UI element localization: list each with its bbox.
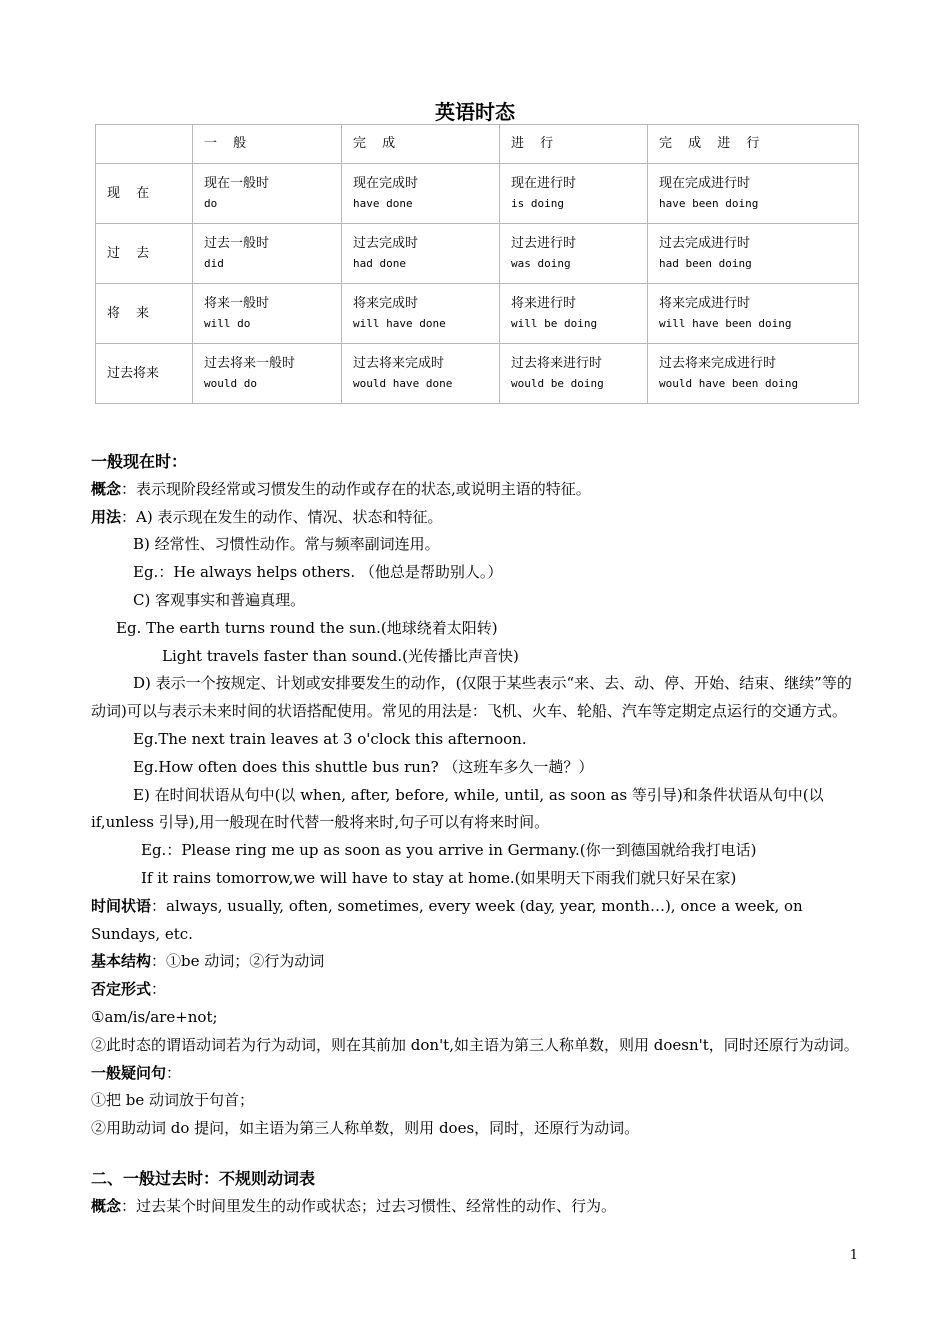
field-label: 基本结构 [91, 952, 152, 971]
tense-name: 过去将来完成时 [353, 355, 445, 371]
row-label: 过 去 [96, 224, 193, 284]
paragraph-text: ：①be 动词；②行为动词 [151, 952, 325, 971]
tense-cell [500, 164, 648, 224]
example-line: Eg.：Please ring me up as soon as you arrive in Germany.(你一到德国就给我打电话) [141, 841, 757, 860]
tense-cell [500, 284, 648, 344]
table-header-cell [96, 125, 193, 164]
tense-cell [193, 224, 342, 284]
table-header-cell: 进 行 [500, 125, 648, 164]
question-item: ②用助动词 do 提问，如主语为第三人称单数，则用 does，同时，还原行为动词。 [91, 1119, 640, 1138]
tense-cell [193, 344, 342, 404]
usage-item: E) 在时间状语从句中(以 when, after, before, while, until, as soon as 等引导)和条件状语从句中(以 if,unless 引导),用一般现在时代替一般将来时,句子可以有将来时间。 [91, 785, 824, 832]
section-spacer [91, 1143, 861, 1165]
tense-cell [648, 344, 859, 404]
field-label: 时间状语 [91, 896, 152, 915]
colon: ： [166, 1063, 182, 1082]
tense-formula: do [204, 196, 218, 210]
usage-item: D) 表示一个按规定、计划或安排要发生的动作，(仅限于某些表示“来、去、动、停、开始、结束、继续”等的动词)可以与表示未来时间的状语搭配使用。常见的用法是：飞机、火车、轮船、汽车等定期定点运行的交通方式。 [91, 674, 852, 721]
document-body [91, 448, 861, 1221]
tense-cell [193, 164, 342, 224]
paragraph-text: ：always, usually, often, sometimes, every week (day, year, month…), once a week, on Sundays, etc. [91, 896, 803, 943]
tense-formula: will do [204, 316, 251, 330]
tense-name: 过去将来完成进行时 [659, 355, 777, 371]
tense-cell [342, 284, 500, 344]
usage-item: C) 客观事实和普遍真理。 [133, 590, 306, 609]
tense-name: 将来进行时 [511, 295, 577, 311]
usage-paragraph [91, 504, 861, 532]
field-label: 概念 [91, 479, 122, 498]
tense-name: 过去一般时 [204, 235, 270, 251]
tense-name: 现在进行时 [511, 175, 577, 191]
negative-form-item: ①am/is/are+not; [91, 1007, 218, 1026]
field-label: 一般疑问句 [91, 1063, 167, 1082]
tense-table [95, 124, 859, 404]
tense-formula: had been doing [659, 256, 752, 270]
tense-name: 过去完成进行时 [659, 235, 751, 251]
field-label: 概念 [91, 1196, 122, 1215]
table-header-cell: 完 成 [342, 125, 500, 164]
tense-formula: is doing [511, 196, 564, 210]
tense-name: 过去完成时 [353, 235, 419, 251]
paragraph-text: ：表示现阶段经常或习惯发生的动作或存在的状态,或说明主语的特征。 [121, 479, 591, 498]
tense-cell [648, 284, 859, 344]
table-header-row [96, 125, 859, 164]
colon: ： [151, 980, 167, 999]
tense-cell [648, 164, 859, 224]
paragraph-text: ：A) 表示现在发生的动作、情况、状态和特征。 [121, 507, 443, 526]
tense-formula: had done [353, 256, 406, 270]
paragraph-text: ：过去某个时间里发生的动作或状态；过去习惯性、经常性的动作、行为。 [121, 1196, 617, 1215]
concept-paragraph [91, 1193, 861, 1221]
example-line: Eg.：He always helps others. （他总是帮助别人。） [133, 563, 503, 582]
field-label: 否定形式 [91, 980, 152, 999]
tense-formula: have done [353, 196, 413, 210]
tense-formula: will have been doing [659, 316, 792, 330]
tense-name: 将来完成时 [353, 295, 419, 311]
tense-cell [648, 224, 859, 284]
question-label [91, 1060, 861, 1088]
row-label: 将 来 [96, 284, 193, 344]
table-row [96, 344, 859, 404]
table-row [96, 284, 859, 344]
page-number: 1 [849, 1248, 858, 1263]
tense-name: 过去将来一般时 [204, 355, 296, 371]
negative-form-item: ②此时态的谓语动词若为行为动词，则在其前加 don't,如主语为第三人称单数，则用 doesn't，同时还原行为动词。 [91, 1035, 859, 1054]
tense-name: 过去将来进行时 [511, 355, 603, 371]
tense-name: 过去进行时 [511, 235, 577, 251]
tense-name: 现在完成进行时 [659, 175, 751, 191]
tense-formula: was doing [511, 256, 571, 270]
row-label: 过去将来 [96, 344, 193, 404]
question-item: ①把 be 动词放于句首； [91, 1091, 255, 1110]
row-label: 现 在 [96, 164, 193, 224]
section-heading: 二、一般过去时：不规则动词表 [91, 1168, 316, 1188]
tense-cell [500, 224, 648, 284]
tense-name: 现在完成时 [353, 175, 419, 191]
tense-formula: will be doing [511, 316, 598, 330]
field-label: 用法 [91, 507, 122, 526]
tense-formula: will have done [353, 316, 446, 330]
tense-name: 将来一般时 [204, 295, 270, 311]
example-line: Eg. The earth turns round the sun.(地球绕着太阳转) [116, 618, 498, 637]
tense-name: 现在一般时 [204, 175, 270, 191]
tense-formula: would have done [353, 376, 453, 390]
tense-name: 将来完成进行时 [659, 295, 751, 311]
tense-cell [342, 164, 500, 224]
table-row [96, 224, 859, 284]
negative-form-label [91, 976, 861, 1004]
section-heading: 一般现在时： [91, 452, 188, 471]
tense-cell [500, 344, 648, 404]
table-header-cell: 一 般 [193, 125, 342, 164]
structure-paragraph [91, 948, 861, 976]
example-line: If it rains tomorrow,we will have to stay at home.(如果明天下雨我们就只好呆在家) [141, 868, 737, 887]
example-line: Light travels faster than sound.(光传播比声音快) [162, 646, 519, 665]
time-adverbial-paragraph [91, 893, 861, 949]
tense-formula: would do [204, 376, 257, 390]
tense-cell [342, 224, 500, 284]
usage-item: B) 经常性、习惯性动作。常与频率副词连用。 [133, 535, 440, 554]
tense-formula: have been doing [659, 196, 759, 210]
tense-formula: would be doing [511, 376, 604, 390]
concept-paragraph [91, 476, 861, 504]
table-row [96, 164, 859, 224]
tense-cell [193, 284, 342, 344]
example-line: Eg.The next train leaves at 3 o'clock this afternoon. [133, 729, 527, 748]
tense-formula: did [204, 256, 224, 270]
example-line: Eg.How often does this shuttle bus run? （这班车多久一趟？） [133, 757, 594, 776]
tense-formula: would have been doing [659, 376, 799, 390]
table-header-cell: 完 成 进 行 [648, 125, 859, 164]
document-title: 英语时态 [435, 100, 515, 124]
tense-cell [342, 344, 500, 404]
